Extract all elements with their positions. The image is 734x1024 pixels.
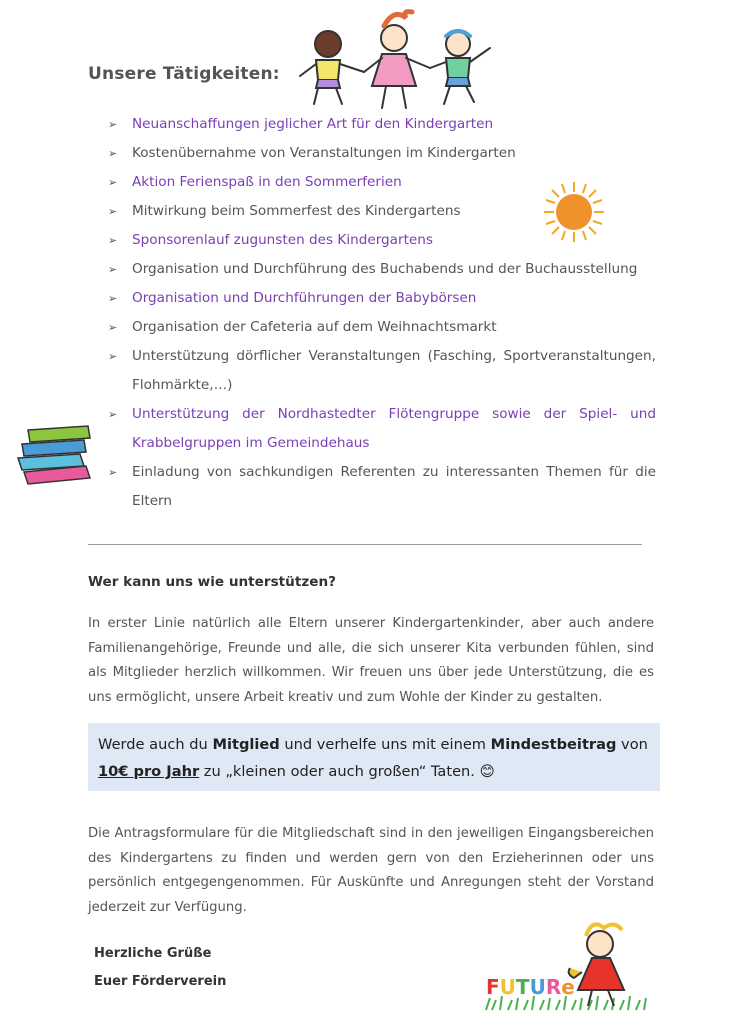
membership-keyword-member: Mitglied bbox=[212, 736, 280, 753]
list-item: ➢ Organisation und Durchführung des Buchabends und der Buchausstellung bbox=[108, 255, 656, 284]
activities-heading: Unsere Tätigkeiten: bbox=[88, 64, 280, 84]
membership-text-part: zu „kleinen oder auch großen“ Taten. bbox=[199, 763, 480, 780]
list-item: ➢ Kostenübernahme von Veranstaltungen im Kindergarten bbox=[108, 139, 656, 168]
membership-text-part: von bbox=[616, 736, 648, 753]
list-item: ➢ Unterstützung dörflicher Veranstaltungen (Fasching, Sportveranstaltungen, Flohmärkte,…) bbox=[108, 342, 656, 400]
arrow-bullet-icon: ➢ bbox=[108, 147, 118, 160]
svg-text:FUTURe bbox=[486, 975, 575, 999]
closing-greeting bbox=[94, 940, 226, 996]
logo-letter: U bbox=[529, 975, 546, 999]
section-divider bbox=[88, 544, 642, 545]
list-item: ➢ Organisation der Cafeteria auf dem Weihnachtsmarkt bbox=[108, 313, 656, 342]
arrow-bullet-icon: ➢ bbox=[108, 263, 118, 276]
logo-letter: F bbox=[486, 975, 500, 999]
membership-fee-amount: 10€ pro Jahr bbox=[98, 763, 200, 780]
forms-paragraph: Die Antragsformulare für die Mitgliedschaft sind in den jeweiligen Eingangsbereichen des Kindergartens zu finden und werden gern von den Erzieherinnen oder uns persönlich entgegengenommen. Für Auskünfte und Anregungen steht der Vorstand jederzeit zur Verfügung. bbox=[88, 826, 654, 915]
arrow-bullet-icon: ➢ bbox=[108, 408, 118, 421]
arrow-bullet-icon: ➢ bbox=[108, 350, 118, 363]
logo-letter: T bbox=[515, 975, 530, 999]
future-logo bbox=[482, 914, 650, 1014]
membership-keyword-min-fee: Mindestbeitrag bbox=[490, 736, 617, 753]
books-stack-icon bbox=[14, 420, 96, 492]
greeting-line: Herzliche Grüße bbox=[94, 946, 212, 961]
membership-callout bbox=[98, 731, 654, 785]
arrow-bullet-icon: ➢ bbox=[108, 118, 118, 131]
list-item: ➢ Sponsorenlauf zugunsten des Kindergartens bbox=[108, 226, 656, 255]
membership-text-part: Werde auch du bbox=[98, 736, 213, 753]
list-item: ➢ Einladung von sachkundigen Referenten zu interessanten Themen für die Eltern bbox=[108, 458, 656, 516]
logo-letter: U bbox=[499, 975, 516, 999]
logo-letter: e bbox=[561, 975, 575, 999]
smiley-icon: 😊 bbox=[479, 763, 495, 780]
list-item: ➢ Organisation und Durchführungen der Babybörsen bbox=[108, 284, 656, 313]
arrow-bullet-icon: ➢ bbox=[108, 205, 118, 218]
children-holding-hands-illustration bbox=[294, 4, 498, 112]
greeting-signature: Euer Förderverein bbox=[94, 974, 227, 989]
arrow-bullet-icon: ➢ bbox=[108, 234, 118, 247]
activities-list bbox=[108, 110, 656, 516]
list-item: ➢ Mitwirkung beim Sommerfest des Kindergartens bbox=[108, 197, 656, 226]
arrow-bullet-icon: ➢ bbox=[108, 176, 118, 189]
logo-letter: R bbox=[545, 975, 562, 999]
arrow-bullet-icon: ➢ bbox=[108, 321, 118, 334]
list-item: ➢ Neuanschaffungen jeglicher Art für den Kindergarten bbox=[108, 110, 656, 139]
support-paragraph: In erster Linie natürlich alle Eltern unserer Kindergartenkinder, aber auch andere Familienangehörige, Freunde und alle, die sich unserer Kita verbunden fühlen, sind als Mitglieder herzlich willkommen. Wir freuen uns über jede Unterstützung, die es uns ermöglicht, unsere Arbeit kreativ und zum Wohle der Kinder zu gestalten. bbox=[88, 616, 654, 705]
support-heading: Wer kann uns wie unterstützen? bbox=[88, 574, 337, 590]
list-item: ➢ Unterstützung der Nordhastedter Flötengruppe sowie der Spiel- und Krabbelgruppen im Gemeindehaus bbox=[108, 400, 656, 458]
list-item: ➢ Aktion Ferienspaß in den Sommerferien bbox=[108, 168, 656, 197]
arrow-bullet-icon: ➢ bbox=[108, 466, 118, 479]
membership-text-part: und verhelfe uns mit einem bbox=[279, 736, 491, 753]
arrow-bullet-icon: ➢ bbox=[108, 292, 118, 305]
sun-icon bbox=[542, 180, 606, 244]
